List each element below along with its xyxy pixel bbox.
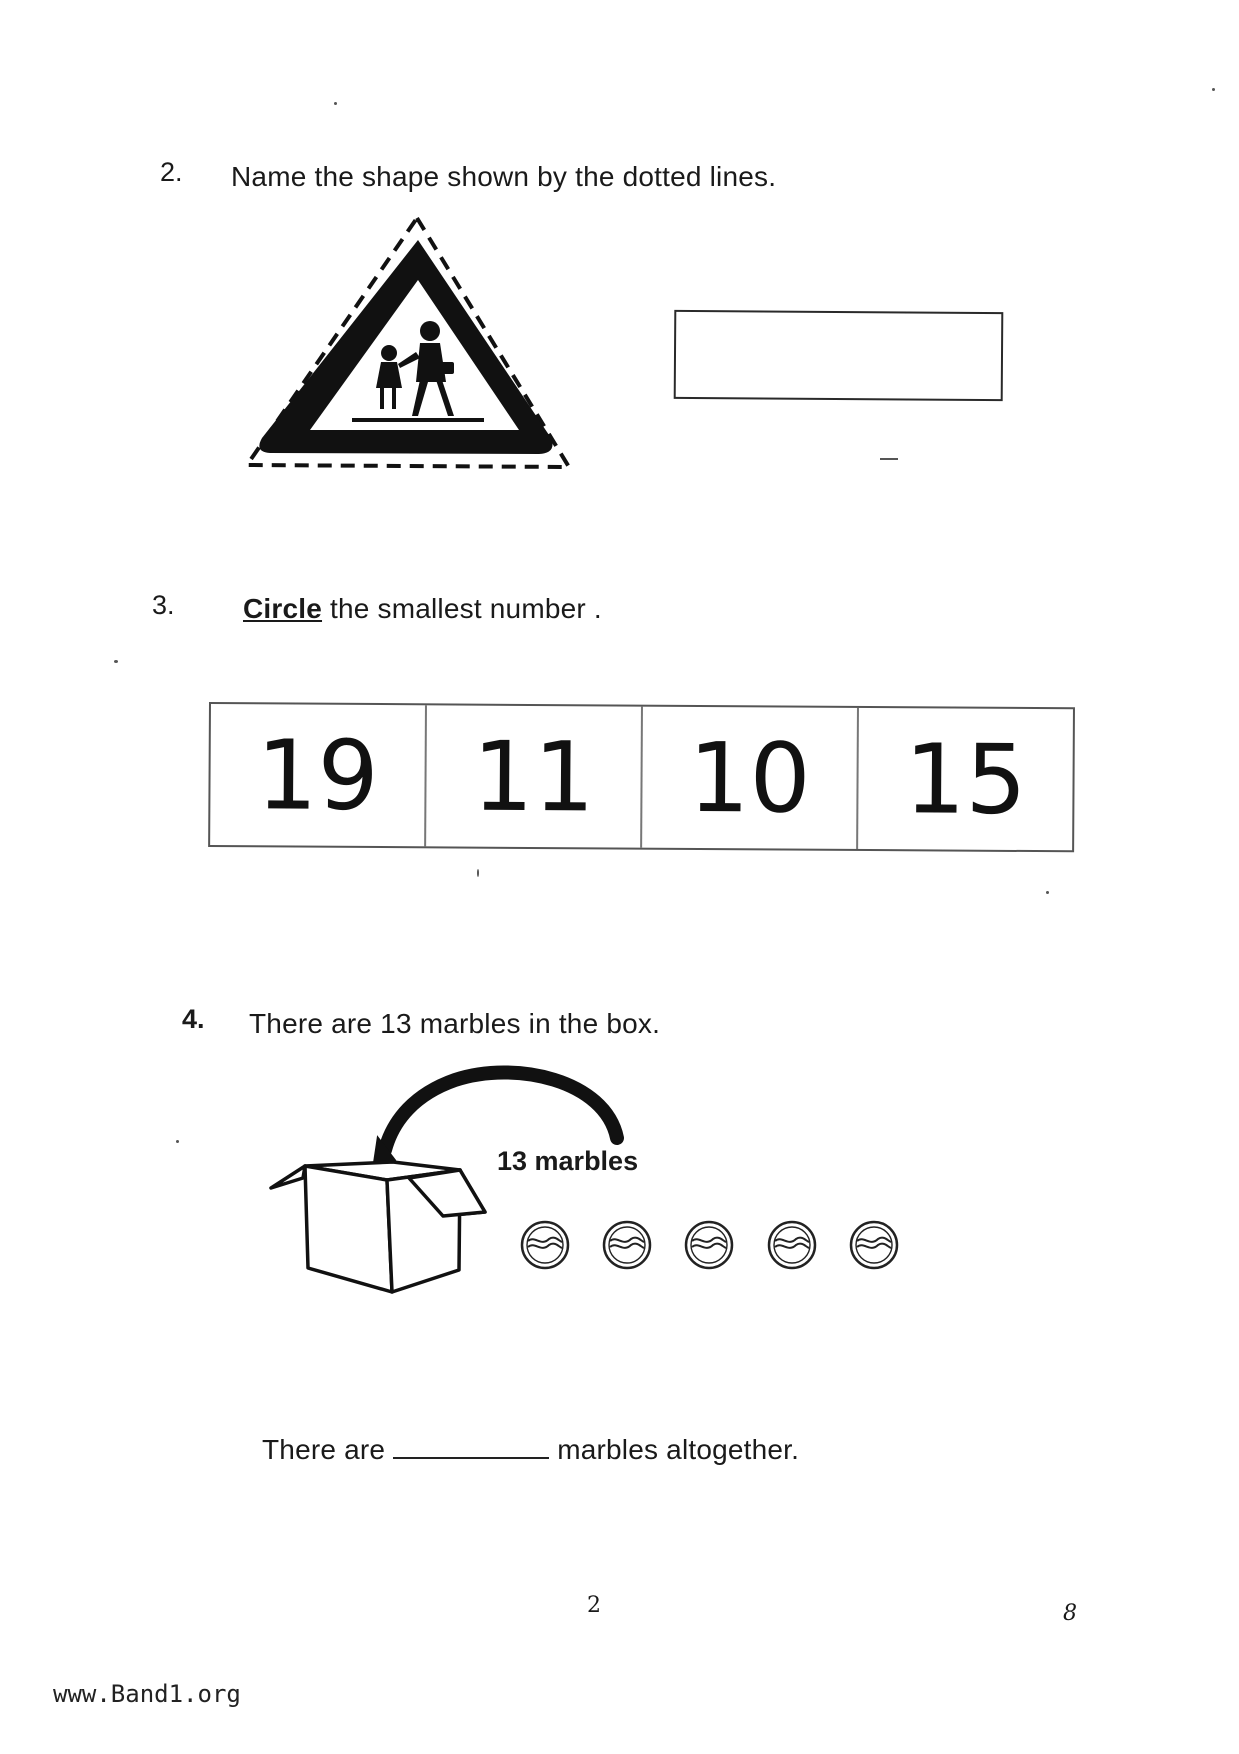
marble-icon	[769, 1222, 815, 1268]
number-choice[interactable]: 10	[642, 707, 859, 849]
marbles-answer-blank[interactable]	[393, 1435, 549, 1459]
open-box-icon	[271, 1162, 485, 1292]
scan-speck	[880, 458, 898, 460]
marble-icon	[604, 1222, 650, 1268]
curved-arrow-icon	[385, 1072, 617, 1150]
question-4-number: 4.	[182, 1004, 205, 1034]
scan-speck	[1046, 891, 1049, 894]
question-4-text: There are 13 marbles in the box.	[249, 1008, 661, 1039]
shape-answer-box[interactable]	[674, 310, 1004, 401]
page-number: 2	[587, 1593, 601, 1618]
school-crossing-sign-icon	[240, 212, 580, 472]
scan-speck	[114, 660, 118, 663]
marble-icon	[851, 1222, 897, 1268]
question-3-keyword: Circle	[243, 593, 323, 624]
question-2-text: Name the shape shown by the dotted lines.	[231, 161, 777, 192]
number-choice[interactable]: 11	[426, 705, 643, 847]
answer-suffix: marbles altogether.	[557, 1434, 800, 1465]
answer-prefix: There are	[262, 1434, 386, 1465]
number-choice[interactable]: 15	[904, 722, 1027, 836]
marble-icon	[522, 1222, 568, 1268]
question-3-instruction: the smallest number .	[322, 593, 602, 624]
question-3-text	[243, 593, 602, 625]
question-3-number: 3.	[152, 590, 175, 620]
number-choice[interactable]: 19	[210, 704, 427, 846]
question-2-number: 2.	[160, 157, 183, 187]
marble-icon	[686, 1222, 732, 1268]
scan-speck	[176, 1140, 179, 1143]
scan-speck	[477, 869, 479, 877]
website-footer: www.Band1.org	[53, 1680, 241, 1708]
scan-speck	[334, 102, 337, 105]
answer-sentence	[262, 1434, 799, 1466]
marbles-row	[515, 1215, 905, 1275]
scan-speck	[1212, 88, 1215, 91]
box-label: 13 marbles	[497, 1146, 639, 1176]
number-choices-table	[208, 702, 1075, 852]
page-mark: 8	[1063, 1601, 1077, 1626]
